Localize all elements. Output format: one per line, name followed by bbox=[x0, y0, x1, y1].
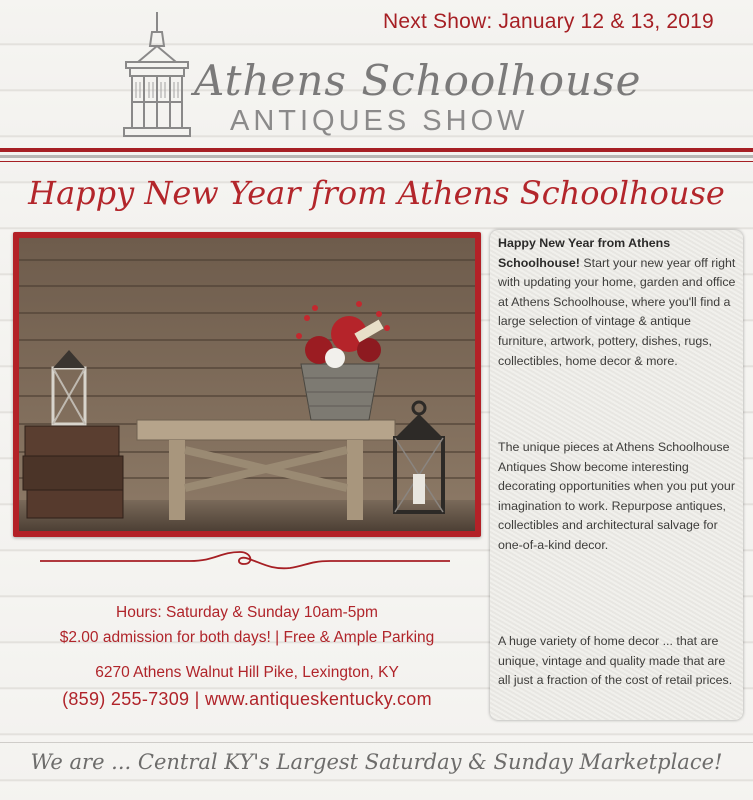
header-rule-gray bbox=[0, 155, 753, 158]
show-hours: Hours: Saturday & Sunday 10am-5pm bbox=[116, 604, 378, 621]
rustic-bench-photo bbox=[19, 238, 475, 531]
header-rule-thin bbox=[0, 161, 753, 162]
header-rule-red bbox=[0, 148, 753, 152]
card-paragraph-2: The unique pieces at Athens Schoolhouse Antiques Show become interesting decorating opportunities when you put your imagination to work. Repurpose antiques, collectibles and architectural salvage for one-of-a-kind decor. bbox=[498, 440, 735, 552]
decorative-flourish-icon bbox=[40, 550, 450, 572]
description-card bbox=[490, 230, 743, 720]
featured-photo-frame bbox=[13, 232, 481, 537]
card-paragraph-1 bbox=[498, 234, 738, 371]
show-address: 6270 Athens Walnut Hill Pike, Lexington, KY bbox=[95, 664, 399, 681]
footer-tagline: We are ... Central KY's Largest Saturday & Sunday Marketplace! bbox=[30, 750, 723, 774]
admission-parking: $2.00 admission for both days! | Free & Ample Parking bbox=[59, 629, 435, 646]
card-lead-bold: Happy New Year from Athens Schoolhouse! bbox=[498, 236, 671, 270]
footer-rule bbox=[0, 742, 753, 743]
logo-subtitle: ANTIQUES SHOW bbox=[230, 105, 529, 137]
headline: Happy New Year from Athens Schoolhouse bbox=[28, 174, 725, 212]
logo-title: Athens Schoolhouse bbox=[194, 56, 642, 105]
phone-website-link[interactable]: (859) 255-7309 | www.antiqueskentucky.com bbox=[62, 689, 432, 709]
card-paragraph-3: A huge variety of home decor ... that are unique, vintage and quality made that are all just a fraction of the cost of retail prices. bbox=[498, 634, 733, 688]
next-show-date: Next Show: January 12 & 13, 2019 bbox=[383, 10, 714, 33]
cupola-logo-icon bbox=[116, 12, 198, 144]
card-lead-text: Start your new year off right with updating your home, garden and office at Athens Schoolhouse, where you'll find a large selection of vintage & antique furniture, artwork, pottery, dishes, rugs, collectibles, home decor & more. bbox=[498, 255, 736, 368]
